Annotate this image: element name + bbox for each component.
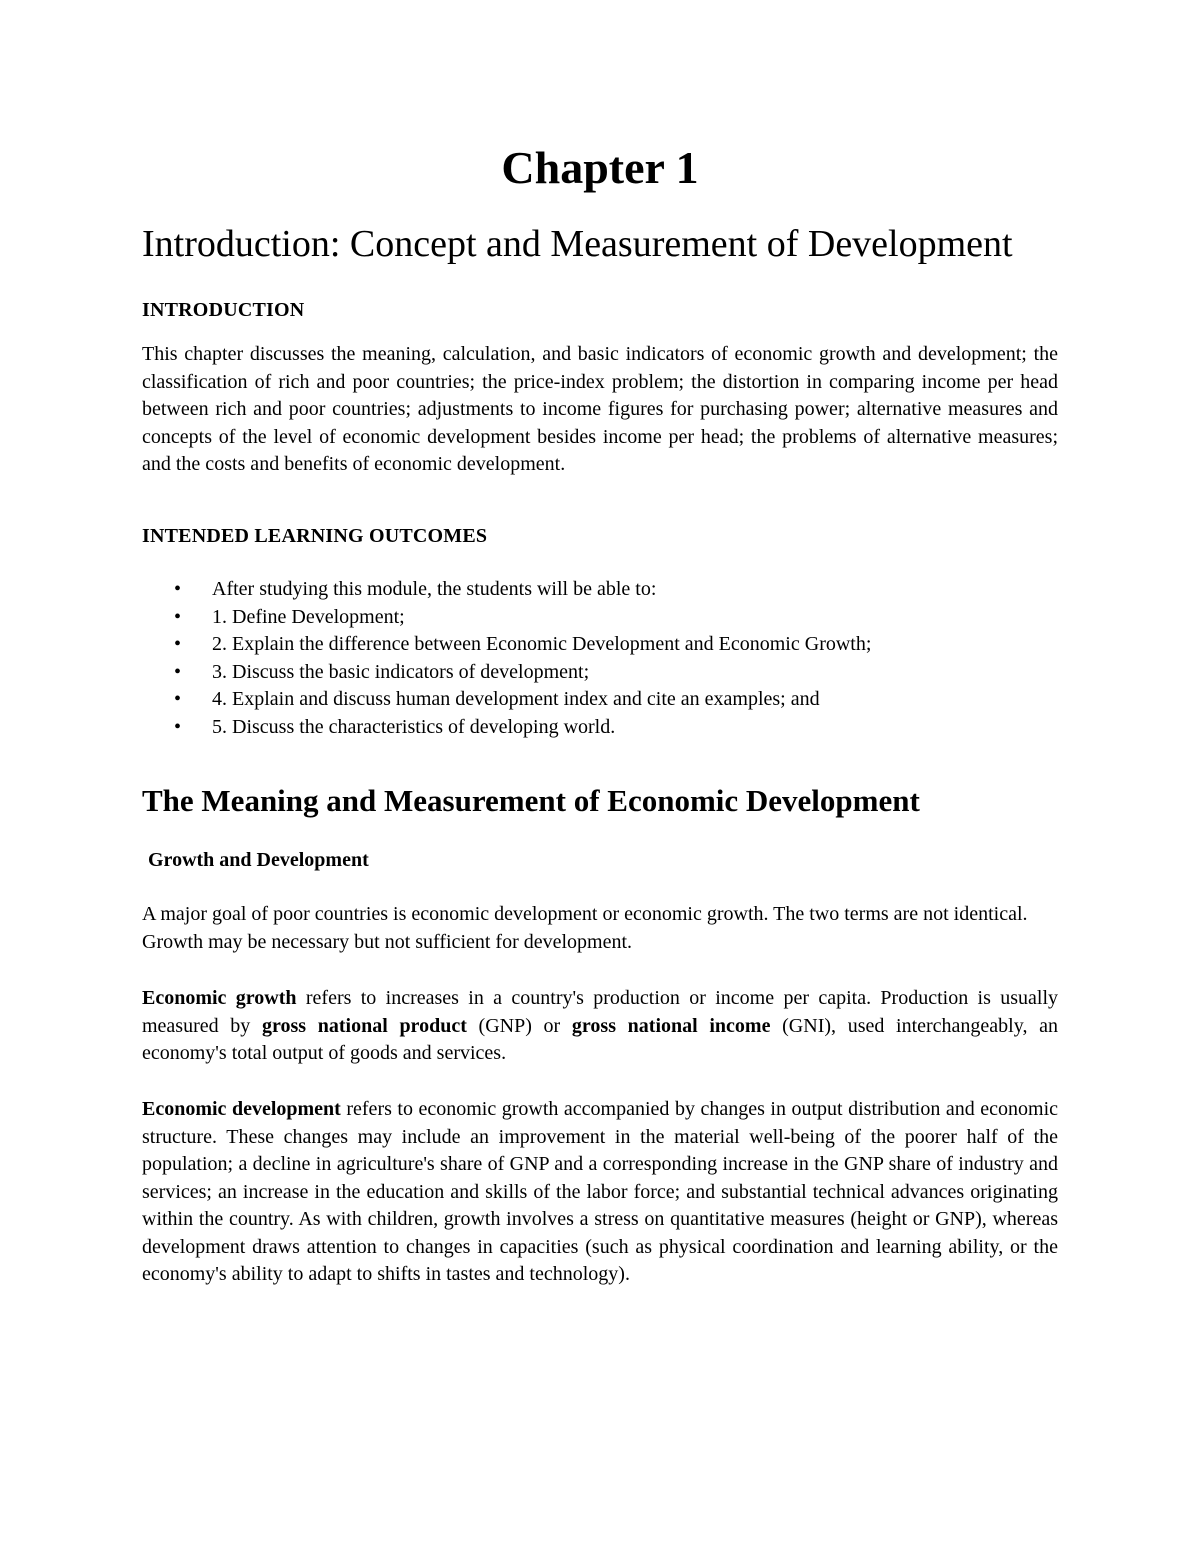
list-item [174,686,871,714]
economic-development-paragraph [142,1096,1058,1289]
economic-growth-term: Economic growth [142,987,297,1009]
list-item [174,714,871,742]
bullet-icon: • [174,578,182,600]
bullet-icon: • [174,605,182,628]
growth-development-subheading: Growth and Development [148,849,369,871]
list-item-text: After studying this module, the students will be able to: [212,578,657,600]
introduction-paragraph: This chapter discusses the meaning, calculation, and basic indicators of economic growth and development; the classification of rich and poor countries; the price-index problem; the distortion in comparing income per head between rich and poor countries; adjustments to income figures for purchasing power; alternative measures and concepts of the level of economic development besides income per head; the problems of alternative measures; and the costs and benefits of economic development. [142,343,1058,475]
list-item-text: 1. Define Development; [212,605,405,628]
chapter-subtitle: Introduction: Concept and Measurement of Development [142,223,1013,265]
economic-development-term: Economic development [142,1098,341,1120]
list-item [174,631,871,659]
goal-paragraph: A major goal of poor countries is economic development or economic growth. The two terms are not identical. Growth may be necessary but not sufficient for development. [142,903,1028,953]
paragraph-text: (GNP) or [466,1014,572,1037]
gnp-term: gross national product [261,1014,467,1037]
paragraph-text: (GNI), used interchangeably, an economy's total output of goods and services. [142,1014,1058,1064]
bullet-icon: • [174,715,182,738]
list-item [174,659,871,687]
learning-outcomes-heading: INTENDED LEARNING OUTCOMES [142,525,488,547]
economic-growth-paragraph [142,985,1058,1068]
meaning-section-heading: The Meaning and Measurement of Economic Development [142,783,920,818]
introduction-heading: INTRODUCTION [142,299,305,321]
gni-term: gross national income [571,1014,771,1037]
paragraph-text: refers to economic growth accompanied by changes in output distribution and economic structure. These changes may include an improvement in the material well-being of the poorer half of the population; a decline in agriculture's share of GNP and a corresponding increase in the GNP share of industry and services; an increase in the education and skills of the labor force; and substantial technical advances originating within the country. As with children, growth involves a stress on quantitative measures (height or GNP), whereas development draws attention to changes in capacities (such as physical coordination and learning ability, or the economy's ability to adapt to shifts in tastes and technology). [142,1098,1058,1285]
chapter-title: Chapter 1 [501,142,699,193]
bullet-icon: • [174,660,182,683]
learning-outcomes-list [174,576,871,741]
paragraph-text: refers to increases in a country's production or income per capita. Production is usually measured by [142,987,1058,1037]
list-item-text: 3. Discuss the basic indicators of development; [212,660,590,683]
list-item-text: 5. Discuss the characteristics of developing world. [212,715,616,738]
list-item-text: 2. Explain the difference between Economic Development and Economic Growth; [212,633,872,655]
bullet-icon: • [174,633,182,655]
list-item [174,576,871,604]
list-item [174,604,871,632]
list-item-text: 4. Explain and discuss human development index and cite an examples; and [212,688,820,710]
bullet-icon: • [174,688,182,710]
